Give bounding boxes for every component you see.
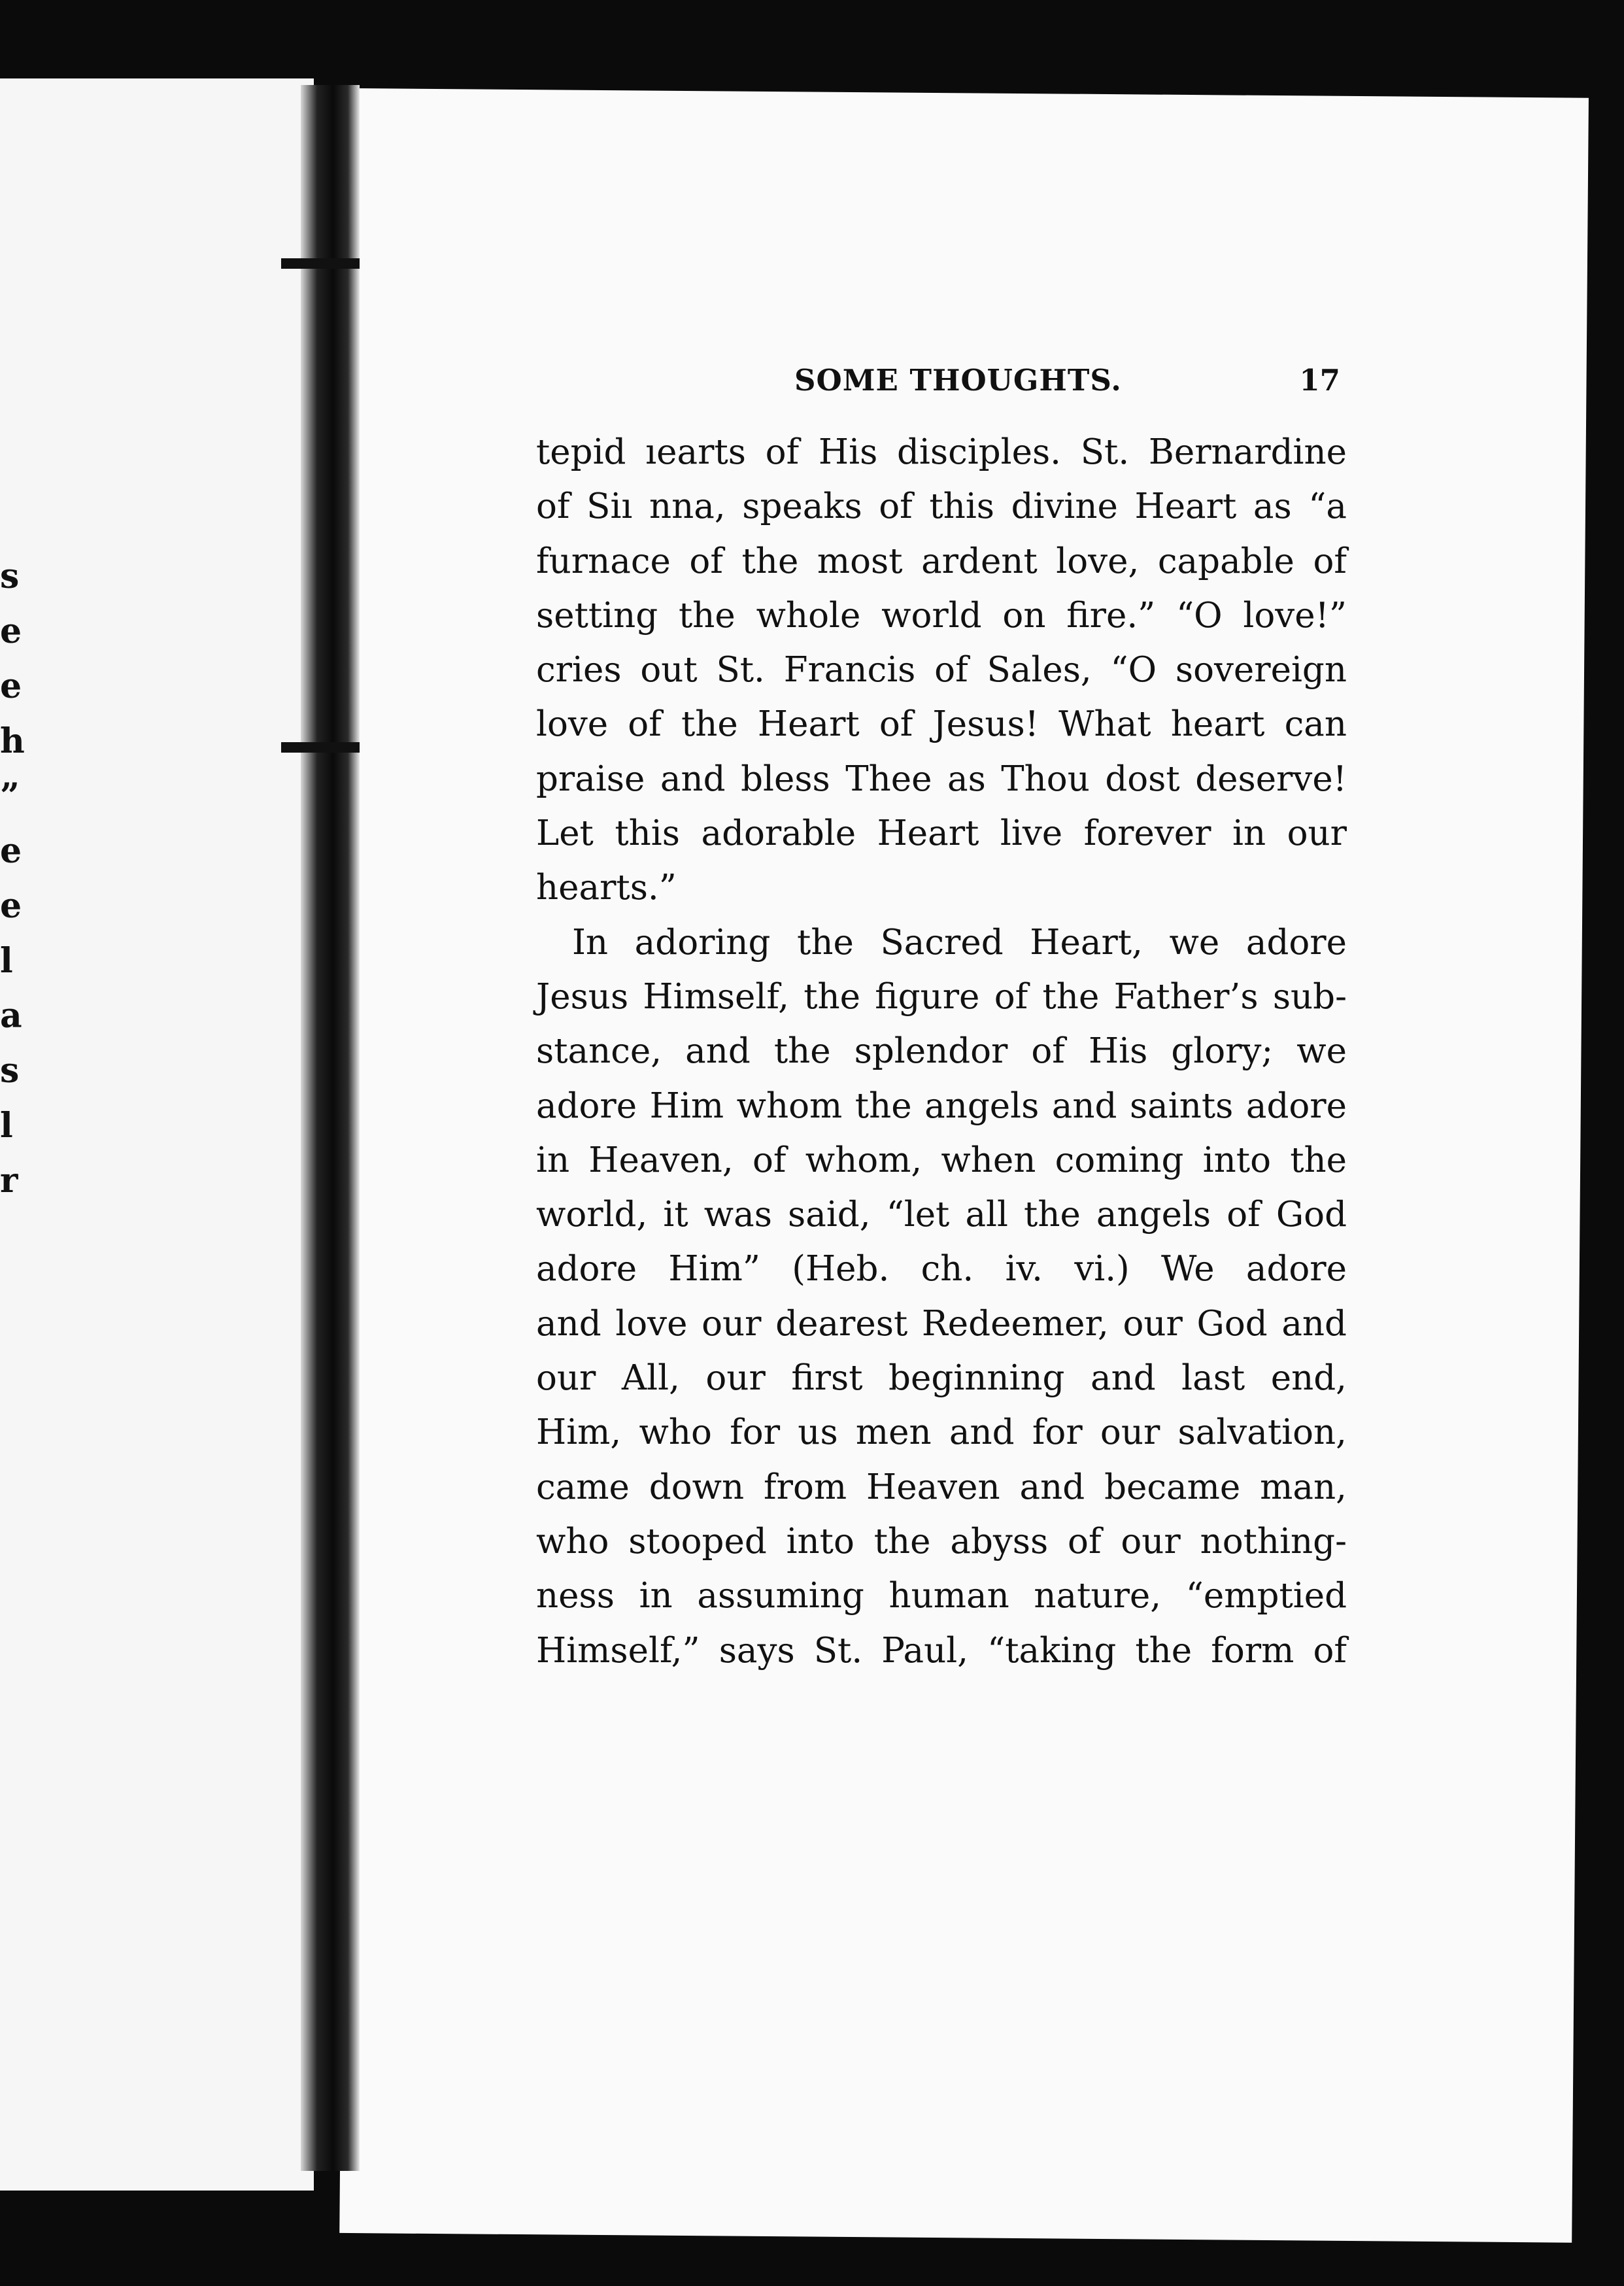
left-page-margin-fragments [0, 549, 26, 1208]
margin-fragment: l [0, 941, 13, 981]
text-line: setting the whole world on fire.” “O love!” [536, 595, 1347, 636]
text-line: Him, who for us men and for our salvation, [536, 1412, 1347, 1453]
text-line: hearts.” [536, 868, 677, 908]
text-line: stance, and the splendor of His glory; we [536, 1031, 1347, 1072]
margin-fragment: e [0, 831, 22, 871]
paragraph [536, 425, 1347, 915]
text-line: came down from Heaven and became man, [536, 1467, 1347, 1507]
text-line: ness in assuming human nature, “emptied [536, 1576, 1347, 1616]
margin-fragment: e [0, 666, 22, 706]
text-line: adore Him” (Heb. ch. iv. vi.) We adore [536, 1249, 1347, 1289]
margin-fragment: e [0, 611, 22, 651]
text-line: world, it was said, “let all the angels of God [536, 1195, 1347, 1235]
margin-fragment: ” [0, 776, 20, 816]
left-page [0, 78, 314, 2191]
text-line: tepid ıearts of His disciples. St. Bernardine [536, 432, 1347, 472]
text-line: and love our dearest Redeemer, our God and [536, 1303, 1347, 1344]
margin-fragment: e [0, 886, 22, 926]
text-line: adore Him whom the angels and saints adore [536, 1085, 1347, 1126]
text-line: furnace of the most ardent love, capable of [536, 541, 1347, 581]
text-line: Jesus Himself, the figure of the Father’s sub- [536, 976, 1347, 1017]
text-line: praise and bless Thee as Thou dost deserve! [536, 759, 1347, 799]
text-line: Let this adorable Heart live forever in our [536, 813, 1347, 854]
book-spine [301, 85, 360, 2171]
margin-fragment: l [0, 1106, 13, 1146]
text-line: Himself,” says St. Paul, “taking the form of [536, 1630, 1347, 1671]
spine-notch [281, 258, 360, 269]
margin-fragment: s [0, 556, 20, 596]
running-head: SOME THOUGHTS. [794, 363, 1122, 398]
text-line: cries out St. Francis of Sales, “O sovereign [536, 650, 1347, 691]
text-line: In adoring the Sacred Heart, we adore [572, 922, 1347, 963]
text-line: of Siı nna, speaks of this divine Heart as “a [536, 486, 1347, 527]
text-line: our All, our first beginning and last end, [536, 1358, 1347, 1399]
body-text [536, 425, 1347, 1678]
text-line: in Heaven, of whom, when coming into the [536, 1140, 1347, 1180]
margin-fragment: r [0, 1161, 18, 1201]
paragraph [536, 915, 1347, 1678]
spine-notch [281, 742, 360, 753]
margin-fragment: h [0, 721, 25, 761]
margin-fragment: s [0, 1051, 20, 1091]
page-number: 17 [1299, 363, 1340, 398]
margin-fragment: a [0, 996, 22, 1036]
text-line: love of the Heart of Jesus! What heart can [536, 704, 1347, 745]
text-line: who stooped into the abyss of our nothing- [536, 1521, 1347, 1561]
page-header [445, 363, 1347, 415]
